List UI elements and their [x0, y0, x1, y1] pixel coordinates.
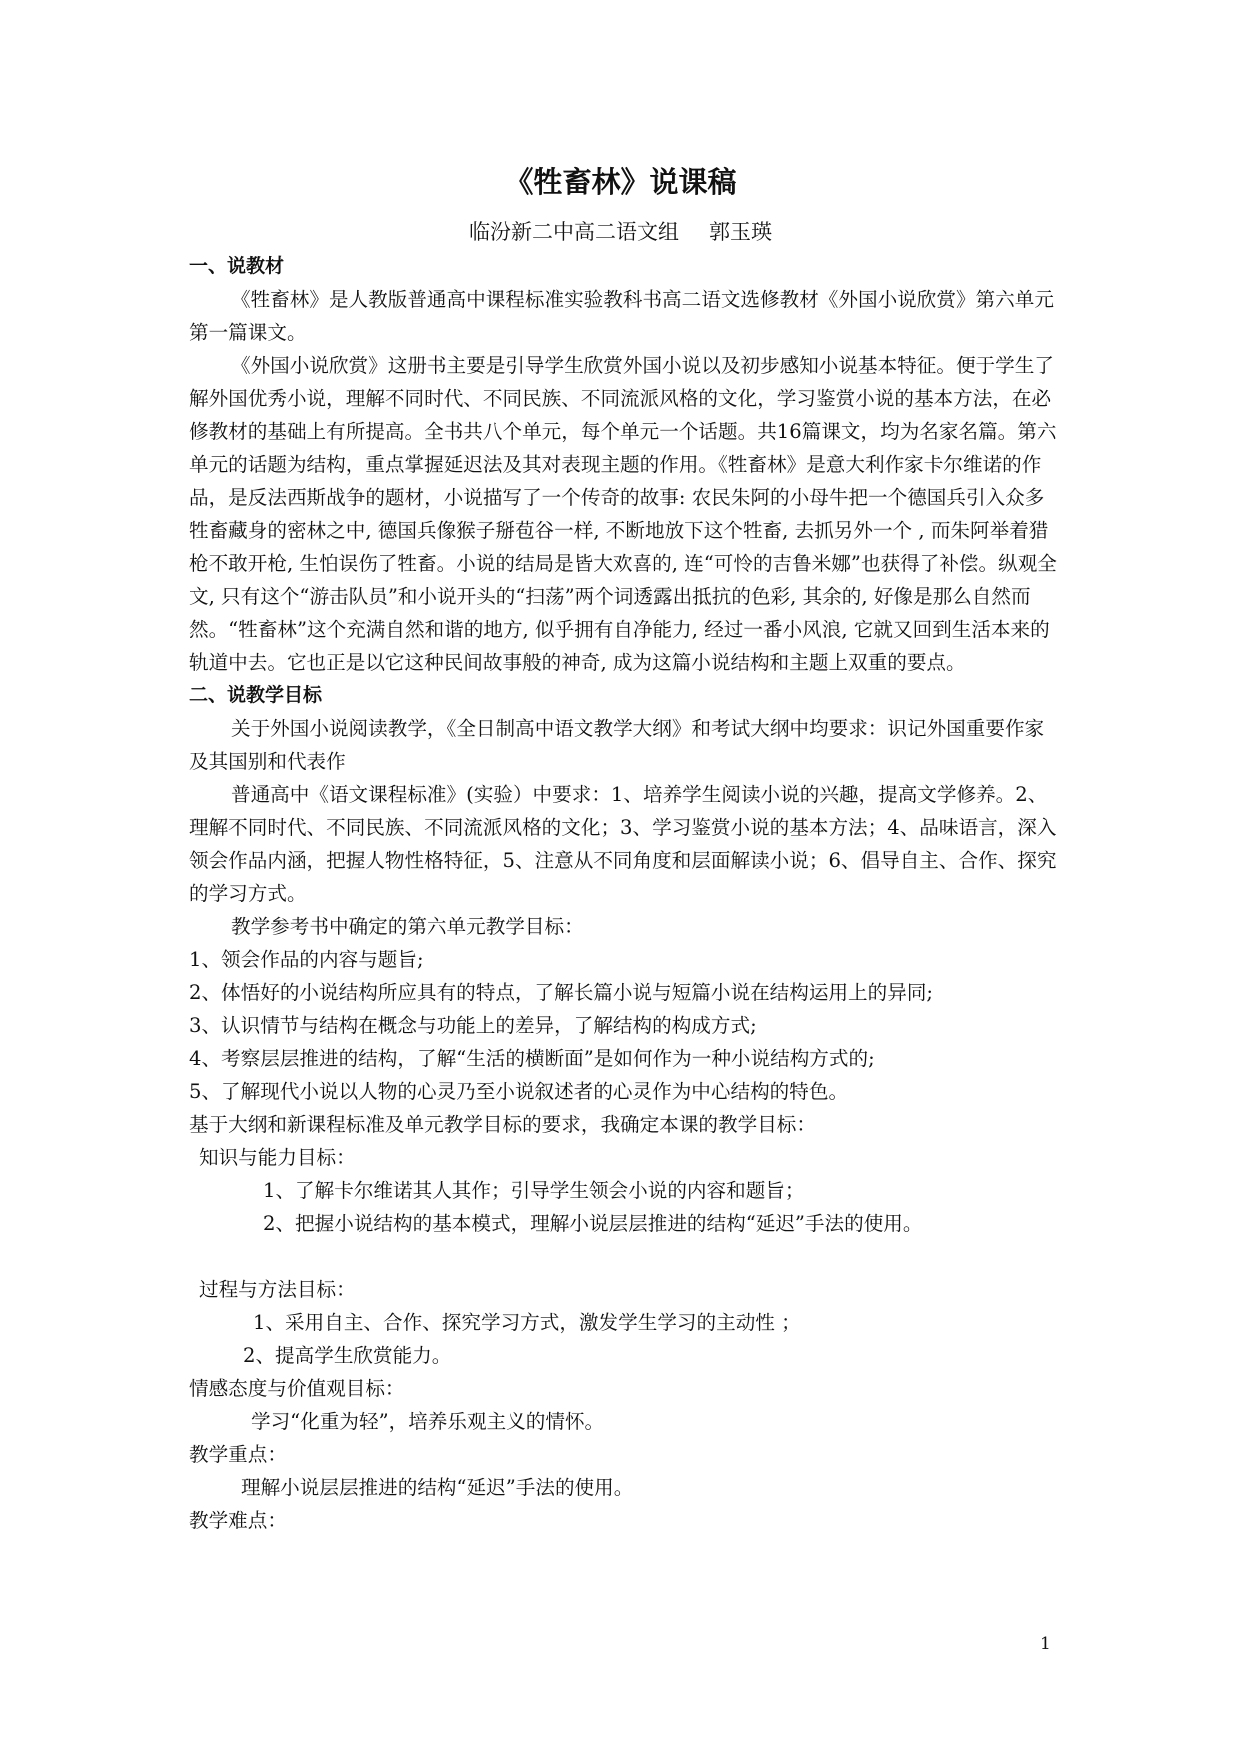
goal-label-knowledge: 知识与能力目标： — [199, 1146, 356, 1169]
document-body — [189, 250, 1062, 1537]
difficulty-label: 教学难点： — [189, 1509, 287, 1532]
key-point-label: 教学重点： — [189, 1443, 287, 1466]
list-item: 5、了解现代小说以人物的心灵乃至小说叙述者的心灵作为中心结构的特色。 — [189, 1080, 849, 1103]
key-point-text: 理解小说层层推进的结构“延迟”手法的使用。 — [241, 1476, 634, 1499]
list-item: 1、采用自主、合作、探究学习方式，激发学生学习的主动性 ； — [253, 1311, 801, 1334]
author-org: 临汾新二中高二语文组 — [469, 220, 679, 244]
section-heading-goals: 二、说教学目标 — [189, 684, 323, 706]
blank-line — [189, 1240, 1062, 1273]
author-name: 郭玉瑛 — [709, 220, 772, 244]
list-item: 学习“化重为轻”，培养乐观主义的情怀。 — [251, 1410, 605, 1433]
paragraph: 教学参考书中确定的第六单元教学目标： — [231, 915, 584, 938]
list-item: 1、领会作品的内容与题旨; — [189, 948, 424, 971]
goal-label-process: 过程与方法目标： — [199, 1278, 356, 1301]
paragraph: 普通高中《语文课程标准》(实验）中要求：1、培养学生阅读小说的兴趣，提高文学修养。2、理解不同时代、不同民族、不同流派风格的文化；3、学习鉴赏小说的基本方法；4、品味语言，深入领会作品内涵，把握人物性格特征，5、注意从不同角度和层面解读小说；6、倡导自主、合作、探究的学习方式。 — [189, 783, 1057, 905]
list-item: 2、体悟好的小说结构所应具有的特点，了解长篇小说与短篇小说在结构运用上的异同; — [189, 981, 934, 1004]
goal-label-emotion: 情感态度与价值观目标： — [189, 1377, 405, 1400]
list-item: 4、考察层层推进的结构，了解“生活的横断面”是如何作为一种小说结构方式的; — [189, 1047, 875, 1070]
paragraph: 基于大纲和新课程标准及单元教学目标的要求，我确定本课的教学目标： — [189, 1113, 816, 1136]
list-item: 2、把握小说结构的基本模式，理解小说层层推进的结构“延迟”手法的使用。 — [263, 1212, 923, 1235]
list-item: 1、了解卡尔维诺其人其作；引导学生领会小说的内容和题旨； — [263, 1179, 805, 1202]
section-heading-textbook: 一、说教材 — [189, 255, 285, 277]
author-line — [0, 216, 1241, 246]
document-title: 《牲畜林》说课稿 — [504, 165, 737, 199]
page-number: 1 — [1040, 1634, 1051, 1654]
list-item: 2、提高学生欣赏能力。 — [243, 1344, 452, 1367]
paragraph: 《外国小说欣赏》这册书主要是引导学生欣赏外国小说以及初步感知小说基本特征。便于学生了解外国优秀小说，理解不同时代、不同民族、不同流派风格的文化，学习鉴赏小说的基本方法，在必修教材的基础上有所提高。全书共八个单元，每个单元一个话题。共16篇课文，均为名家名篇。第六单元的话题为结构，重点掌握延迟法及其对表现主题的作用。《牲畜林》是意大利作家卡尔维诺的作品，是反法西斯战争的题材，小说描写了一个传奇的故事: 农民朱阿的小母牛把一个德国兵引入众多牲畜藏身的密林之中, 德国兵像猴子掰苞谷一样, 不断地放下这个牲畜, 去抓另外一个 , 而朱阿举着猎枪不敢开枪, 生怕误伤了牲畜。小说的结局是皆大欢喜的, 连“可怜的吉鲁米娜”也获得了补偿。纵观全文, 只有这个“游击队员”和小说开头的“扫荡”两个词透露出抵抗的色彩, 其余的, 好像是那么自然而然。“牲畜林”这个充满自然和谐的地方, 似乎拥有自净能力, 经过一番小风浪, 它就又回到生活本来的轨道中去。它也正是以它这种民间故事般的神奇, 成为这篇小说结构和主题上双重的要点。 — [189, 354, 1057, 674]
paragraph: 关于外国小说阅读教学，《全日制高中语文教学大纲》和考试大纲中均要求：识记外国重要作家及其国别和代表作 — [189, 717, 1045, 773]
paragraph: 《牲畜林》是人教版普通高中课程标准实验教科书高二语文选修教材《外国小说欣赏》第六单元第一篇课文。 — [189, 288, 1054, 344]
list-item: 3、认识情节与结构在概念与功能上的差异，了解结构的构成方式; — [189, 1014, 757, 1037]
